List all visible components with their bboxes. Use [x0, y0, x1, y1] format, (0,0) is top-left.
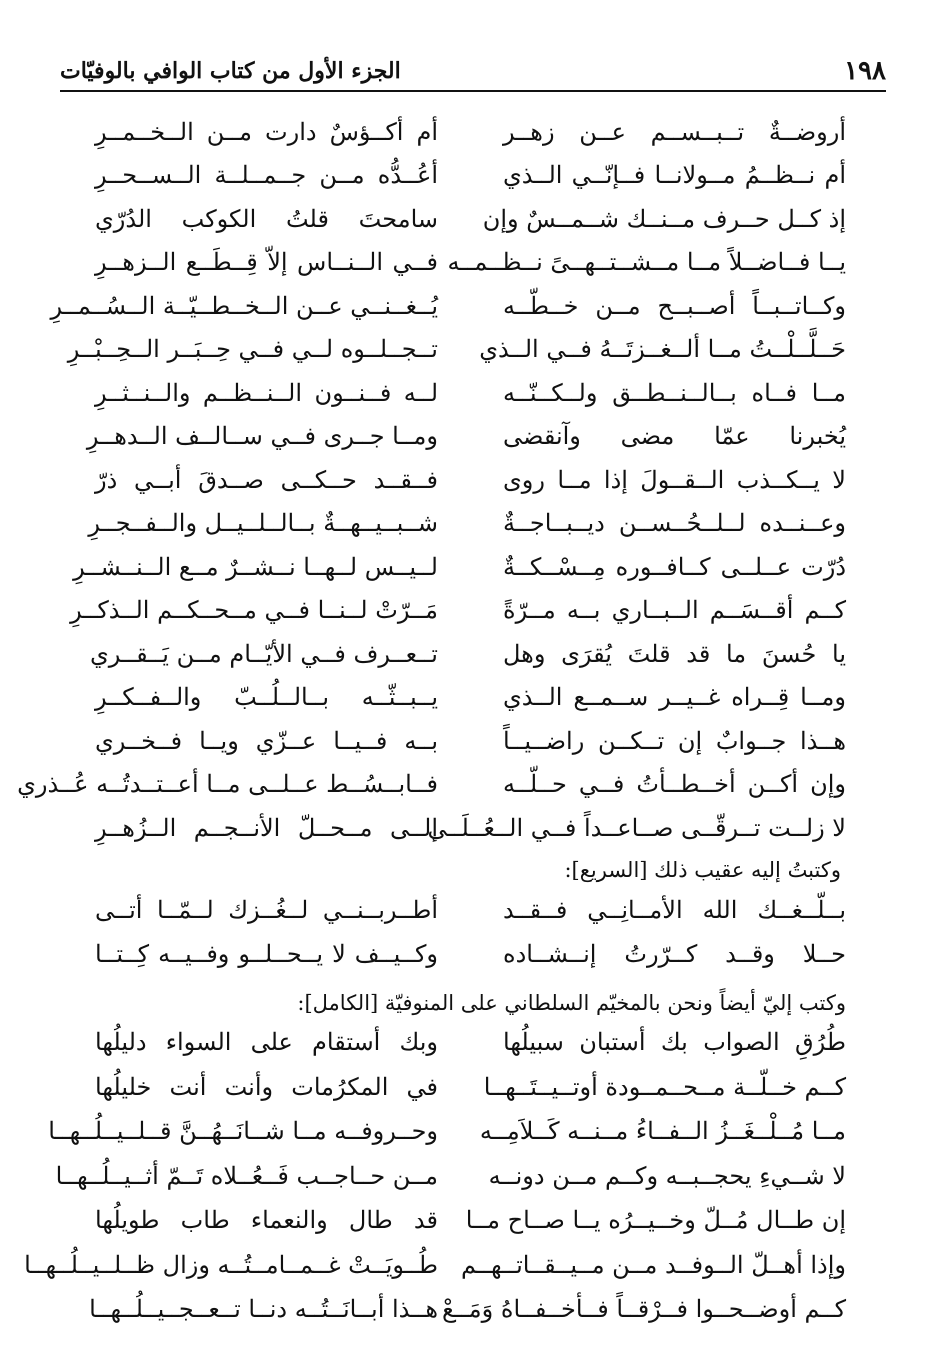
- verse-first-hemistich: إن طــال مُــلّ وخــيــرُه يــا صــاح مــا: [465, 1206, 846, 1235]
- verse-row: [95, 1065, 846, 1110]
- verse-second-hemistich: مــن حــاجــب فَــعُــلاه تَــمّ أثــيــلُــهــا: [55, 1161, 438, 1190]
- verse-row: [95, 241, 846, 285]
- running-title: الجزء الأول من كتاب الوافي بالوفيّات: [60, 58, 401, 84]
- verse-second-hemistich: فــي الــنــاس إلاّ قِــطَــع الــزهــرِ: [95, 248, 438, 277]
- verse-first-hemistich: وإذا أهــلّ الــوفــد مــن مــيــقــاتــهــم: [460, 1250, 846, 1279]
- poem-block-1: [17, 110, 846, 850]
- verse-row: [88, 502, 846, 546]
- verse-first-hemistich: كــم أقــسَــم الــبــاري بــه مــرّةً: [503, 596, 846, 625]
- verse-second-hemistich: هــذا أبــانَــتُــه دنــا تــعــجــيــلُــهــا: [89, 1295, 438, 1324]
- verse-first-hemistich: طُرُقِ الصواب بك أستبان سبيلُها: [503, 1028, 846, 1057]
- poem-block-3: [24, 1020, 846, 1332]
- verse-row: [95, 458, 846, 502]
- verse-row: [95, 888, 846, 932]
- verse-second-hemistich: شــبــيــهــةٌ بــالــلــيــل والــفــجــرِ: [88, 509, 438, 538]
- verse-second-hemistich: فــقــد حــكــى صــدقَ أبــي ذرّ: [95, 465, 438, 494]
- verse-second-hemistich: يُــغــنــي عــن الــخــطــيّــة الــسُــمــرِ: [50, 291, 438, 320]
- verse-row: [95, 676, 846, 720]
- verse-second-hemistich: في المكرُمات وأنت أنت خليلُها: [95, 1072, 438, 1101]
- verse-row: [95, 806, 846, 850]
- verse-row: [95, 719, 846, 763]
- verse-first-hemistich: ومــا قِــراه غــيــر ســمــع الــذي: [503, 683, 846, 712]
- verse-first-hemistich: أروضــةٌ تــبــســم عــن زهــر: [503, 117, 846, 146]
- verse-second-hemistich: فــابــسُــط عــلــى مــا أعــتــدتُــه عُــذري: [17, 770, 438, 799]
- verse-second-hemistich: يــبــثّــه بــالــلُــبّ والــفــكــرِ: [95, 683, 438, 712]
- verse-second-hemistich: مَــرّتْ لــنــا فــي مــحــكــم الــذكــرِ: [70, 596, 438, 625]
- verse-row: [95, 110, 846, 154]
- verse-row: [95, 932, 846, 976]
- verse-row: [95, 197, 846, 241]
- verse-first-hemistich: وكــاتــبــاً أصــبــح مــن خــطّــه: [503, 291, 846, 320]
- verse-first-hemistich: حــلا وقــد كــرّرتُ إنــشــاده: [503, 940, 846, 968]
- verse-first-hemistich: لا يــكــذب الــقــولَ إذا مــا روى: [503, 465, 846, 494]
- verse-second-hemistich: إلــى مــحــلّ الأنــجــم الــزُهــرِ: [95, 813, 438, 842]
- verse-first-hemistich: بــلّــغــك الله الأمــانِــي فــقــد: [503, 896, 846, 924]
- prose-line-2: وكتب إليّ أيضاً ونحن بالمخيّم السلطاني على المنوفيّة [الكامل]:: [297, 991, 846, 1015]
- verse-first-hemistich: يا حُسنَ ما قد قلتَ يُقرَى وهل: [503, 639, 846, 668]
- verse-first-hemistich: أم نــظــمُ مــولانــا فــإنّــي الــذي: [503, 161, 846, 190]
- verse-row: [95, 371, 846, 415]
- verse-row: [95, 1198, 846, 1243]
- verse-first-hemistich: هــذا جــوابٌ إن تــكــن راضــيــاً: [503, 726, 846, 755]
- verse-second-hemistich: أم أكــؤسٌ دارت مــن الــخــمــرِ: [95, 117, 438, 146]
- verse-second-hemistich: بــه فــيــا عــزّي ويــا فــخــري: [95, 726, 438, 755]
- verse-second-hemistich: وبك أستقام على السواء دليلُها: [95, 1028, 438, 1057]
- verse-second-hemistich: أطــربــنــي لــغُــزك لــمّــا أتــى: [95, 896, 438, 924]
- verse-second-hemistich: أعُــدُّه مــن جــمــلــة الــســحــرِ: [95, 161, 438, 190]
- verse-second-hemistich: تــعــرف فــي الأيّــام مــن يَــقــري: [90, 639, 438, 668]
- verse-first-hemistich: مــا فــاه بــالــنــطــق ولــكــنّــه: [503, 378, 846, 407]
- verse-row: [90, 632, 846, 676]
- verse-first-hemistich: دُرّت عــلــى كــافــوره مِــسْــكــةٌ: [503, 552, 846, 581]
- verse-row: [50, 284, 846, 328]
- verse-first-hemistich: لا شــيءِ يحجــبــه وكــم مــن دونــه: [488, 1161, 846, 1190]
- verse-first-hemistich: وإن أكــن أخــطــأتُ فــي حــلّــه: [503, 770, 846, 799]
- verse-row: [73, 545, 846, 589]
- verse-second-hemistich: قد طال والنعماء طاب طويلُها: [95, 1206, 438, 1235]
- verse-row: [17, 763, 846, 807]
- verse-first-hemistich: إذ كــل حــرف مــنــك شــمــسٌ وإن: [482, 204, 846, 233]
- verse-first-hemistich: كــم خــلّــة مــحــمــودة أوتــيــتَــهــا: [483, 1072, 846, 1101]
- verse-row: [89, 1287, 846, 1332]
- verse-row: [67, 328, 846, 372]
- verse-row: [95, 1020, 846, 1065]
- verse-first-hemistich: مــا مُــلْــغَــزُ الــفــاءُ مــنــه كَــلاَمِــه: [479, 1117, 846, 1146]
- verse-row: [48, 1109, 846, 1154]
- verse-row: [86, 415, 846, 459]
- prose-line-1: وكتبتُ إليه عقيب ذلك [السريع]:: [564, 858, 841, 882]
- poem-block-2: [95, 888, 846, 976]
- verse-first-hemistich: كــم أوضــحــوا فــرْقــاً فــأخــفــاهُ وَمَــعْ: [441, 1295, 846, 1324]
- verse-first-hemistich: يُخبرنا عمّا مضى وآنقضى: [503, 422, 846, 451]
- verse-row: [95, 154, 846, 198]
- verse-second-hemistich: ومــا جــرى فــي ســالــف الــدهــرِ: [86, 422, 438, 451]
- verse-first-hemistich: لا زلــت تــرقّــى صــاعــداً فــي الــعُــلَــى: [427, 813, 846, 842]
- verse-first-hemistich: وعــنــده لــلــحُــســن ديــبــاجــةٌ: [503, 509, 846, 538]
- verse-row: [24, 1243, 846, 1288]
- verse-row: [55, 1154, 846, 1199]
- verse-second-hemistich: لــيــس لــهــا نــشــرٌ مــع الــنــشــرِ: [73, 552, 438, 581]
- page-number: ١٩٨: [844, 56, 886, 86]
- verse-second-hemistich: وكــيــف لا يــحــلــو وفــيــه كِــتــا: [95, 940, 438, 968]
- verse-second-hemistich: وحــروفــه مــا شــانَــهُــنَّ قــلــيــلُــهــا: [48, 1117, 438, 1146]
- verse-second-hemistich: تــجــلــوه لــي فــي حِــبَــر الــحِــبْــرِ: [67, 335, 438, 364]
- page-header: [60, 52, 886, 92]
- verse-second-hemistich: لــه فــنــون الــنــظــم والــنــثــرِ: [95, 378, 438, 407]
- verse-row: [70, 589, 846, 633]
- verse-second-hemistich: طُــويَــتْ غــمــامــتُــه وزال ظــلــيــلُــهــا: [24, 1250, 438, 1279]
- verse-second-hemistich: سامحتَ قلتُ الكوكب الدُرّي: [95, 204, 438, 233]
- verse-first-hemistich: يــا فــاضــلاً مــا مــشــتــهــىً نــظــمــه: [447, 248, 846, 277]
- verse-first-hemistich: حَــلَّــلْــتُ مــا ألــغــزتَــهُ فــي الــذي: [479, 335, 846, 364]
